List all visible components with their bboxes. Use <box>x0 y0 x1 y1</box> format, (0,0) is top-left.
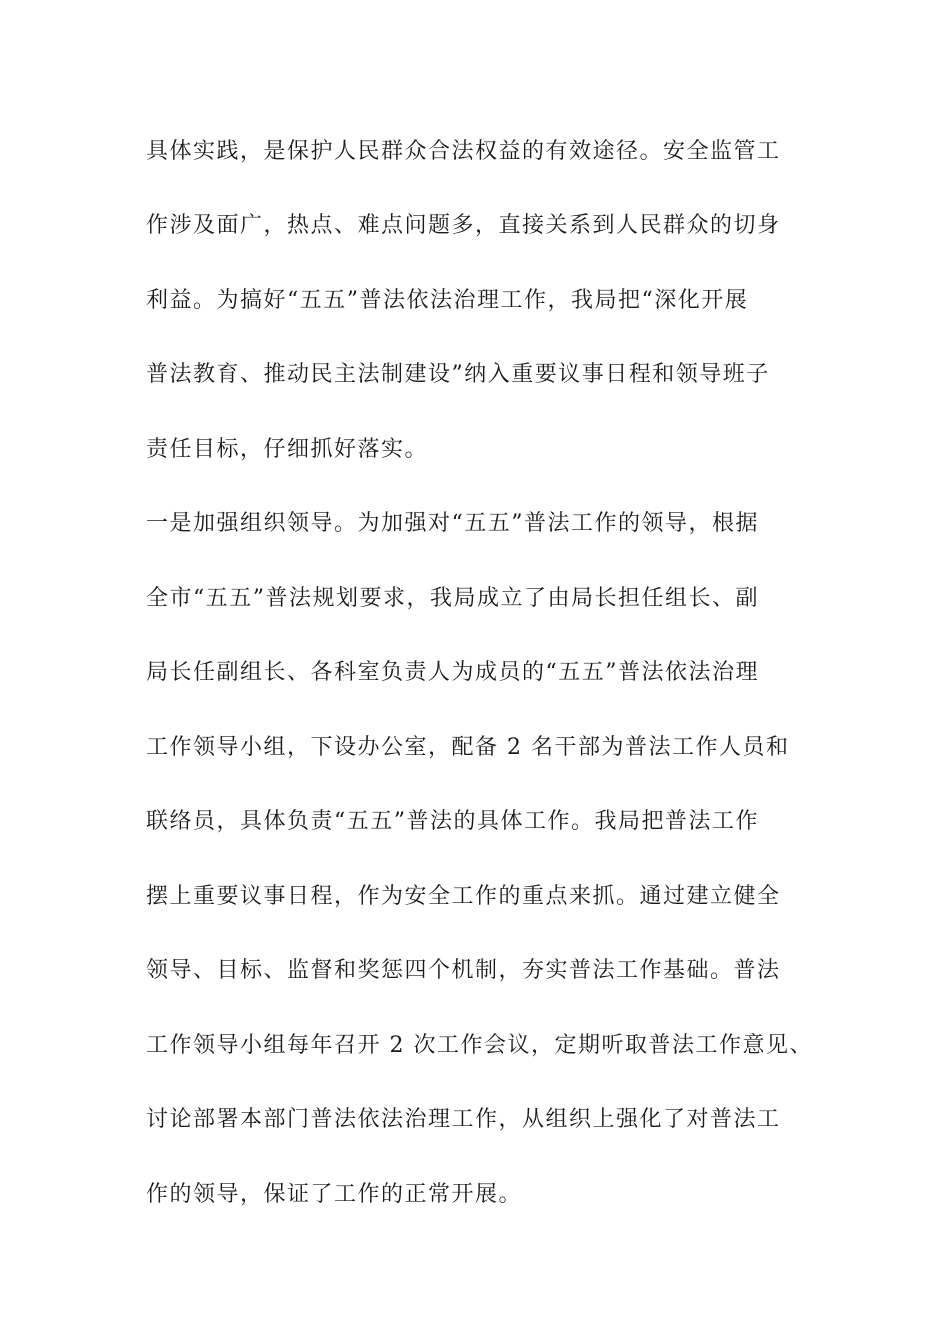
text-line: 联络员，具体负责“五五”普法的具体工作。我局把普法工作 <box>146 809 759 834</box>
text-line: 具体实践，是保护人民群众合法权益的有效途径。安全监管工 <box>146 139 781 164</box>
text-line: 局长任副组长、各科室负责人为成员的“五五”普法依法治理 <box>146 660 759 685</box>
text-line: 作涉及面广，热点、难点问题多，直接关系到人民群众的切身 <box>146 213 781 238</box>
text-line: 全市“五五”普法规划要求，我局成立了由局长担任组长、副 <box>146 586 759 611</box>
text-line: 利益。为搞好“五五”普法依法治理工作，我局把“深化开展 <box>146 288 749 313</box>
text-line: 作的领导，保证了工作的正常开展。 <box>146 1182 523 1207</box>
text-line: 领导、目标、监督和奖惩四个机制，夯实普法工作基础。普法 <box>146 958 781 983</box>
text-line: 普法教育、推动民主法制建设”纳入重要议事日程和领导班子 <box>146 362 770 387</box>
text-line: 责任目标，仔细抓好落实。 <box>146 437 429 462</box>
text-line: 工作领导小组，下设办公室，配备 2 名干部为普法工作人员和 <box>146 735 790 760</box>
text-line: 摆上重要议事日程，作为安全工作的重点来抓。通过建立健全 <box>146 884 781 909</box>
text-line: 工作领导小组每年召开 2 次工作会议，定期听取普法工作意见、 <box>146 1033 813 1058</box>
text-line: 一是加强组织领导。为加强对“五五”普法工作的领导，根据 <box>146 511 759 536</box>
text-line: 讨论部署本部门普法依法治理工作，从组织上强化了对普法工 <box>146 1107 781 1132</box>
